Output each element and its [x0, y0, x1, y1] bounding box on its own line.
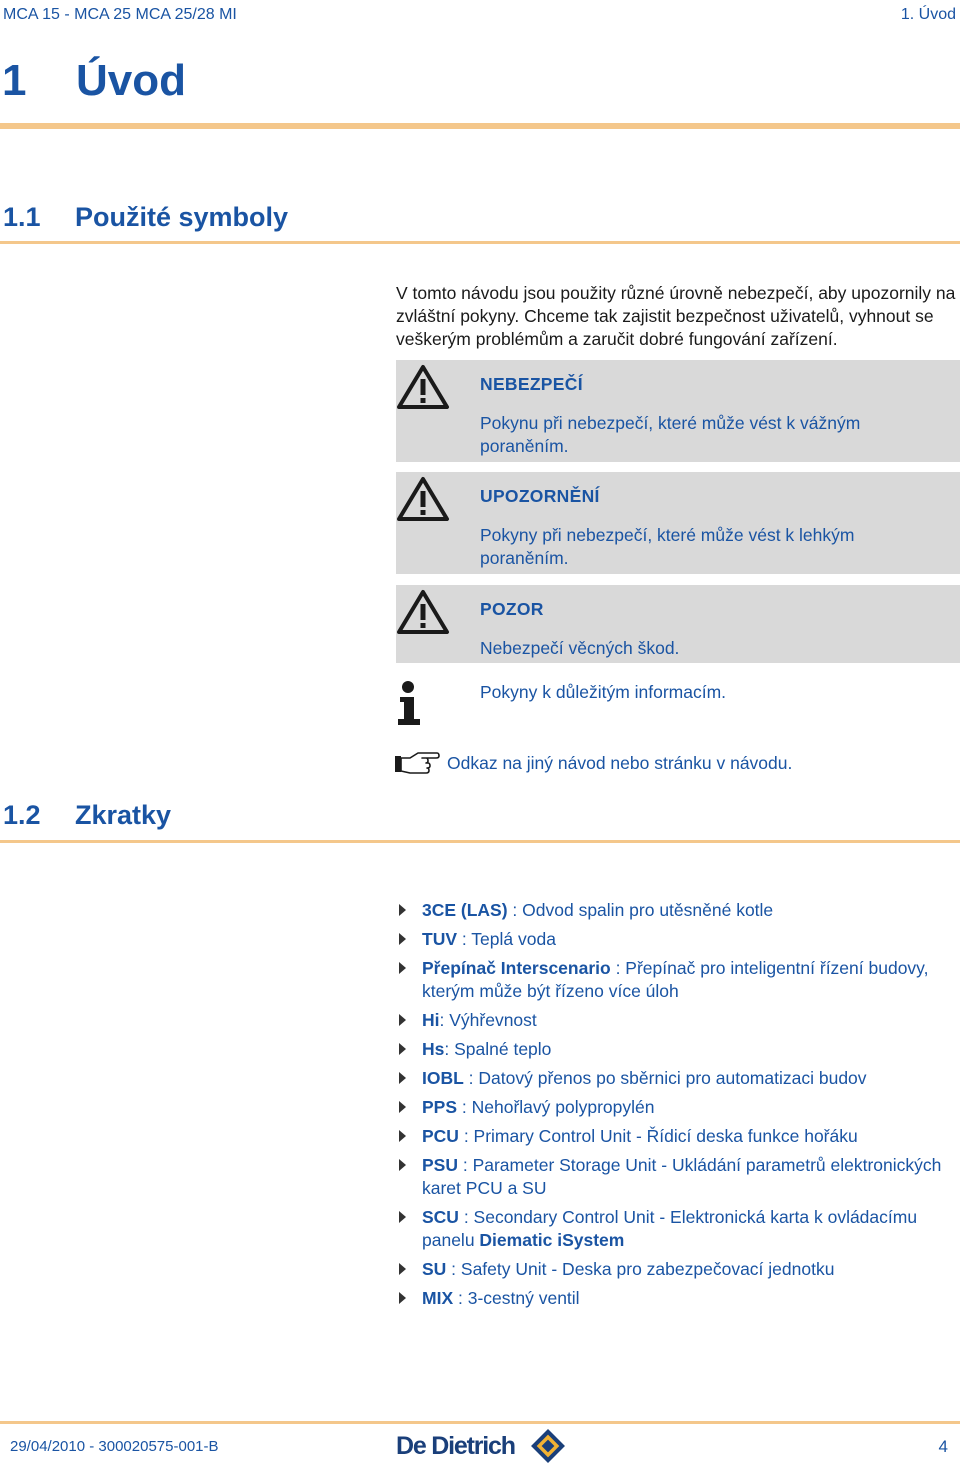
section-number: 1.2	[3, 800, 41, 830]
abbr-term: PSU	[422, 1155, 458, 1175]
abbr-separator: :	[457, 1097, 472, 1117]
notice-danger	[396, 360, 960, 462]
running-header-section: 1. Úvod	[900, 6, 956, 23]
abbr-desc: Teplá voda	[471, 929, 556, 949]
bullet-triangle-icon	[399, 1014, 406, 1026]
abbr-separator: :	[458, 1207, 474, 1227]
logo-wordmark: De Dietrich	[396, 1432, 515, 1460]
abbr-separator: :	[439, 1010, 450, 1030]
abbr-desc: Přepínač pro inteligentní řízení budovy, kterým může být řízeno více úloh	[422, 958, 929, 1001]
bullet-triangle-icon	[399, 962, 406, 974]
abbr-desc: Datový přenos po sběrnici pro automatizaci budov	[478, 1068, 867, 1088]
section-heading-abbreviations	[3, 800, 171, 831]
notice-title: UPOZORNĚNÍ	[480, 486, 600, 506]
warning-triangle-icon	[396, 364, 450, 410]
bullet-triangle-icon	[399, 1072, 406, 1084]
abbr-term: IOBL	[422, 1068, 464, 1088]
abbr-term: Hs	[422, 1039, 445, 1059]
list-item	[397, 1038, 960, 1061]
notice-caution	[396, 585, 960, 663]
bullet-triangle-icon	[399, 1159, 406, 1171]
abbr-desc: Primary Control Unit - Řídicí deska funkce hořáku	[473, 1126, 858, 1146]
section-rule	[0, 241, 960, 244]
info-text: Pokyny k důležitým informacím.	[480, 682, 727, 702]
bullet-triangle-icon	[399, 1263, 406, 1275]
list-item	[397, 1154, 960, 1200]
abbr-separator: :	[457, 929, 472, 949]
list-item	[397, 899, 960, 922]
list-item	[397, 1125, 960, 1148]
footer-document-id: 29/04/2010 - 300020575-001-B	[10, 1438, 219, 1455]
bullet-triangle-icon	[399, 1043, 406, 1055]
chapter-rule	[0, 123, 960, 129]
abbr-term: SCU	[422, 1207, 459, 1227]
intro-paragraph: V tomto návodu jsou použity různé úrovně nebezpečí, aby upozornily na zvláštní pokyny. Chceme tak zajistit bezpečnost uživatelů, vyhnout se veškerým problémům a zaručit dobré fungování zařízení.	[396, 283, 956, 349]
section-title: Zkratky	[75, 800, 172, 830]
abbr-desc: Safety Unit - Deska pro zabezpečovací jednotku	[460, 1259, 835, 1279]
bullet-triangle-icon	[399, 1130, 406, 1142]
section-number: 1.1	[3, 202, 41, 232]
list-item	[397, 1287, 960, 1310]
list-item	[397, 1096, 960, 1119]
footer-rule	[0, 1421, 960, 1424]
section-heading-symbols	[3, 202, 288, 233]
warning-triangle-icon	[396, 589, 450, 635]
abbr-desc: Secondary Control Unit - Elektronická karta k ovládacímu panelu	[422, 1207, 918, 1250]
abbr-separator: :	[444, 1039, 455, 1059]
pointing-hand-icon	[394, 750, 440, 776]
abbr-term: SU	[422, 1259, 447, 1279]
section-title: Použité symboly	[75, 202, 289, 232]
logo-diamond-icon	[531, 1429, 565, 1463]
de-dietrich-logo	[396, 1426, 568, 1464]
notice-text: Pokyny při nebezpečí, které může vést k lehkým poraněním.	[480, 525, 855, 568]
reference-text: Odkaz na jiný návod nebo stránku v návodu.	[447, 753, 793, 773]
abbr-desc: Parameter Storage Unit - Ukládání parametrů elektronických karet PCU a SU	[422, 1155, 942, 1198]
notice-warning	[396, 472, 960, 574]
running-header-title: MCA 15 - MCA 25 MCA 25/28 MI	[3, 6, 237, 23]
abbr-separator: :	[507, 900, 523, 920]
abbr-term: TUV	[422, 929, 457, 949]
chapter-number: 1	[2, 56, 27, 105]
abbr-desc-bold: Diematic iSystem	[479, 1230, 625, 1250]
abbr-term: Přepínač Interscenario	[422, 958, 611, 978]
abbr-desc: Odvod spalin pro utěsněné kotle	[522, 900, 774, 920]
bullet-triangle-icon	[399, 1292, 406, 1304]
list-item	[397, 1206, 960, 1252]
abbreviation-list	[397, 899, 960, 1316]
bullet-triangle-icon	[399, 904, 406, 916]
list-item	[397, 1009, 960, 1032]
abbr-separator: :	[458, 1126, 474, 1146]
abbr-separator: :	[446, 1259, 461, 1279]
abbr-separator: :	[453, 1288, 468, 1308]
abbr-term: PPS	[422, 1097, 458, 1117]
chapter-heading	[2, 56, 186, 106]
abbr-desc: 3-cestný ventil	[467, 1288, 580, 1308]
abbr-desc: Výhřevnost	[449, 1010, 537, 1030]
bullet-triangle-icon	[399, 933, 406, 945]
warning-triangle-icon	[396, 476, 450, 522]
abbr-desc: Nehořlavý polypropylén	[471, 1097, 655, 1117]
list-item	[397, 1258, 960, 1281]
bullet-triangle-icon	[399, 1101, 406, 1113]
notice-text: Nebezpečí věcných škod.	[480, 638, 680, 658]
abbr-term: Hi	[422, 1010, 440, 1030]
notice-title: POZOR	[480, 599, 544, 619]
section-rule	[0, 840, 960, 843]
list-item	[397, 957, 960, 1003]
list-item	[397, 1067, 960, 1090]
abbr-desc: Spalné teplo	[454, 1039, 552, 1059]
info-icon	[396, 681, 422, 727]
notice-title: NEBEZPEČÍ	[480, 374, 583, 394]
abbr-term: 3CE (LAS)	[422, 900, 508, 920]
page-number: 4	[938, 1437, 948, 1456]
bullet-triangle-icon	[399, 1211, 406, 1223]
list-item	[397, 928, 960, 951]
abbr-term: MIX	[422, 1288, 454, 1308]
abbr-separator: :	[610, 958, 626, 978]
chapter-title: Úvod	[76, 56, 186, 105]
abbr-term: PCU	[422, 1126, 459, 1146]
abbr-separator: :	[457, 1155, 473, 1175]
abbr-separator: :	[463, 1068, 479, 1088]
notice-text: Pokynu při nebezpečí, které může vést k vážným poraněním.	[480, 413, 861, 456]
